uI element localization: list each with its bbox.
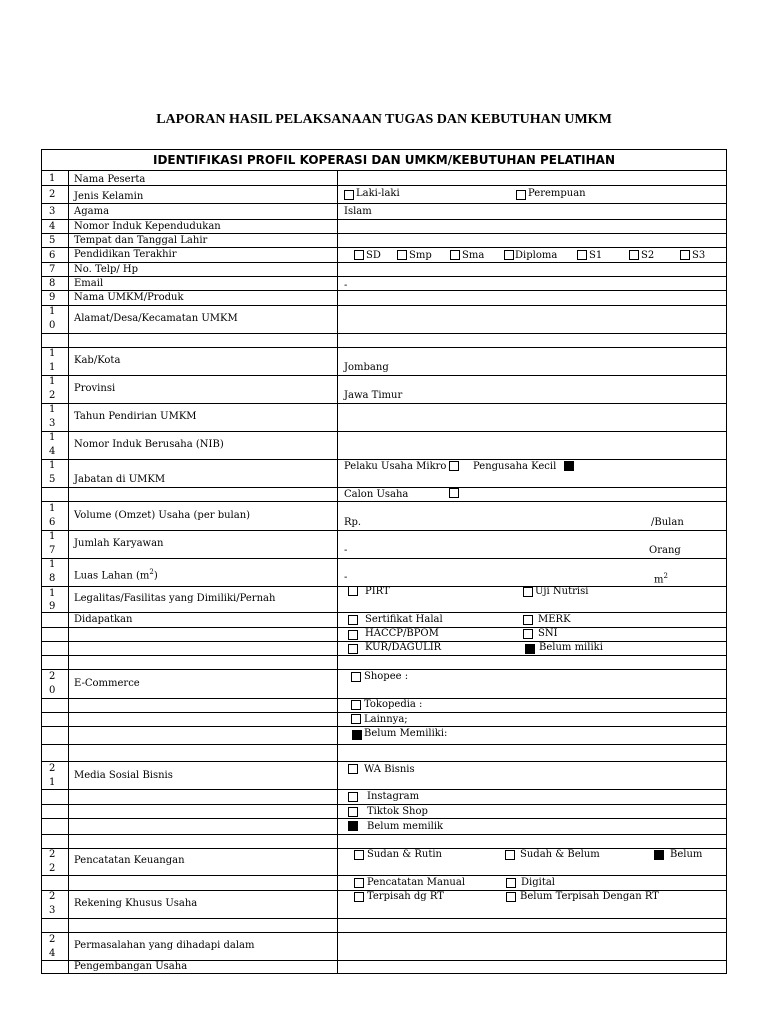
row-line bbox=[42, 487, 726, 488]
option-label: Perempuan bbox=[528, 188, 586, 199]
row-number: 2 bbox=[49, 863, 56, 874]
document-title: LAPORAN HASIL PELAKSANAAN TUGAS DAN KEBUTUHAN UMKM bbox=[156, 112, 612, 127]
row-line bbox=[42, 276, 726, 277]
option-label: PIRT bbox=[365, 586, 390, 597]
row-number: 2 bbox=[49, 891, 56, 902]
row-line bbox=[42, 669, 726, 670]
field-label-nik: Nomor Induk Kependudukan bbox=[74, 221, 221, 232]
checkbox-haccp-bpom[interactable] bbox=[348, 630, 358, 640]
checkbox-s2[interactable] bbox=[629, 250, 639, 260]
option-label: S1 bbox=[589, 250, 603, 261]
option-label: Sudan & Rutin bbox=[367, 849, 442, 860]
field-label-permasalahan: Permasalahan yang dihadapi dalam bbox=[74, 940, 255, 951]
field-label-provinsi: Provinsi bbox=[74, 383, 116, 394]
row-line bbox=[42, 834, 726, 835]
checkbox-tokopedia[interactable] bbox=[351, 700, 361, 710]
row-number: 2 bbox=[49, 849, 56, 860]
row-line bbox=[42, 804, 726, 805]
option-label: Instagram bbox=[367, 791, 420, 802]
field-label-permasalahan-cont: Pengembangan Usaha bbox=[74, 961, 188, 972]
row-line bbox=[42, 918, 726, 919]
checkbox-terpisah-dg-rt[interactable] bbox=[354, 892, 364, 902]
field-label-nama-peserta: Nama Peserta bbox=[74, 174, 146, 185]
row-line bbox=[42, 403, 726, 404]
checkbox-merk[interactable] bbox=[523, 615, 533, 625]
field-label-legalitas-cont: Didapatkan bbox=[74, 614, 133, 625]
row-line bbox=[42, 558, 726, 559]
profile-form-table bbox=[41, 149, 727, 974]
field-suffix-bulan: /Bulan bbox=[651, 517, 684, 528]
field-label-luas-lahan: Luas Lahan $(m^2)$ bbox=[74, 568, 158, 582]
checkbox-sudah-belum[interactable] bbox=[505, 850, 515, 860]
row-number: 1 bbox=[49, 376, 56, 387]
field-suffix-m2: $m^2$ bbox=[654, 572, 668, 586]
field-prefix-rp: Rp. bbox=[344, 517, 362, 528]
row-number: 9 bbox=[49, 292, 56, 303]
checkbox-sd[interactable] bbox=[354, 250, 364, 260]
field-label-ecommerce: E-Commerce bbox=[74, 678, 140, 689]
checkbox-kur-dagulir[interactable] bbox=[348, 644, 358, 654]
row-number: 1 bbox=[49, 432, 56, 443]
row-line bbox=[42, 712, 726, 713]
row-line bbox=[42, 789, 726, 790]
row-number: 2 bbox=[49, 390, 56, 401]
field-label-media-sosial: Media Sosial Bisnis bbox=[74, 770, 173, 781]
row-number: 6 bbox=[49, 517, 56, 528]
field-label-omzet: Volume (Omzet) Usaha (per bulan) bbox=[74, 510, 251, 521]
option-label: Terpisah dg RT bbox=[367, 891, 444, 902]
checkbox-digital[interactable] bbox=[506, 878, 516, 888]
checkbox-lainnya[interactable] bbox=[351, 714, 361, 724]
option-label: Diploma bbox=[515, 250, 558, 261]
row-number: 3 bbox=[49, 206, 56, 217]
row-number: 8 bbox=[49, 573, 56, 584]
option-label: SNI bbox=[538, 628, 558, 639]
checkbox-smp[interactable] bbox=[397, 250, 407, 260]
checkbox-belum-memilik[interactable] bbox=[348, 821, 358, 831]
row-number: 1 bbox=[49, 460, 56, 471]
option-label: Sma bbox=[462, 250, 485, 261]
row-line bbox=[42, 233, 726, 234]
checkbox-s1[interactable] bbox=[577, 250, 587, 260]
option-label: Sudah & Belum bbox=[520, 849, 600, 860]
row-number: 0 bbox=[49, 320, 56, 331]
field-label-tahun-pendirian: Tahun Pendirian UMKM bbox=[74, 411, 197, 422]
checkbox-sertifikat-halal[interactable] bbox=[348, 615, 358, 625]
row-line bbox=[42, 247, 726, 248]
option-label: HACCP/BPOM bbox=[365, 628, 439, 639]
checkbox-sni[interactable] bbox=[523, 629, 533, 639]
field-label-jabatan: Jabatan di UMKM bbox=[74, 474, 166, 485]
row-number: 1 bbox=[49, 362, 56, 373]
row-line bbox=[42, 375, 726, 376]
checkbox-sma[interactable] bbox=[450, 250, 460, 260]
checkbox-belum-miliki[interactable] bbox=[525, 644, 535, 654]
row-number: 2 bbox=[49, 934, 56, 945]
row-line bbox=[42, 875, 726, 876]
row-number: 7 bbox=[49, 264, 56, 275]
option-label: Uji Nutrisi bbox=[535, 586, 589, 597]
row-line bbox=[42, 431, 726, 432]
field-label-ttl: Tempat dan Tanggal Lahir bbox=[74, 235, 208, 246]
row-number: 5 bbox=[49, 474, 56, 485]
checkbox-pencatatan-manual[interactable] bbox=[354, 878, 364, 888]
row-line bbox=[42, 612, 726, 613]
checkbox-instagram[interactable] bbox=[348, 792, 358, 802]
option-label: Smp bbox=[409, 250, 432, 261]
row-number: 1 bbox=[49, 588, 56, 599]
checkbox-wa-bisnis[interactable] bbox=[348, 764, 358, 774]
row-number: 9 bbox=[49, 601, 56, 612]
row-number: 5 bbox=[49, 235, 56, 246]
row-line bbox=[42, 290, 726, 291]
option-label: Calon Usaha bbox=[344, 489, 409, 500]
row-line bbox=[42, 305, 726, 306]
option-label: Lainnya; bbox=[364, 714, 408, 725]
checkbox-pirt[interactable] bbox=[348, 586, 358, 596]
row-number: 1 bbox=[49, 404, 56, 415]
field-value-karyawan: - bbox=[344, 545, 348, 556]
checkbox-tiktok-shop[interactable] bbox=[348, 807, 358, 817]
field-label-karyawan: Jumlah Karyawan bbox=[74, 538, 164, 549]
field-value-kab-kota: Jombang bbox=[344, 362, 389, 373]
checkbox-sudan-rutin[interactable] bbox=[354, 850, 364, 860]
row-line bbox=[42, 262, 726, 263]
row-line bbox=[42, 726, 726, 727]
row-number: 6 bbox=[49, 250, 56, 261]
row-number: 0 bbox=[49, 685, 56, 696]
option-label: Laki-laki bbox=[356, 188, 400, 199]
field-value-agama: Islam bbox=[344, 206, 372, 217]
checkbox-pelaku-usaha-mikro[interactable] bbox=[449, 461, 459, 471]
option-label: Belum Terpisah Dengan RT bbox=[520, 891, 659, 902]
field-label-pendidikan: Pendidikan Terakhir bbox=[74, 249, 177, 260]
option-label: MERK bbox=[538, 614, 571, 625]
row-number: 1 bbox=[49, 348, 56, 359]
row-line bbox=[42, 203, 726, 204]
row-number: 1 bbox=[49, 306, 56, 317]
field-label-alamat: Alamat/Desa/Kecamatan UMKM bbox=[74, 313, 238, 324]
row-line bbox=[42, 744, 726, 745]
row-line bbox=[42, 818, 726, 819]
option-label: Tokopedia : bbox=[364, 699, 423, 710]
field-label-jenis-kelamin: Jenis Kelamin bbox=[74, 191, 144, 202]
field-suffix-orang: Orang bbox=[649, 545, 681, 556]
row-number: 3 bbox=[49, 418, 56, 429]
row-number: 1 bbox=[49, 559, 56, 570]
field-label-pencatatan-keuangan: Pencatatan Keuangan bbox=[74, 855, 185, 866]
row-number: 1 bbox=[49, 777, 56, 788]
checkbox-belum-memiliki[interactable] bbox=[352, 730, 362, 740]
checkbox-belum-terpisah[interactable] bbox=[506, 892, 516, 902]
option-label: Belum Memiliki: bbox=[364, 728, 448, 739]
field-label-legalitas: Legalitas/Fasilitas yang Dimiliki/Pernah bbox=[74, 593, 276, 604]
checkbox-laki-laki[interactable] bbox=[344, 190, 354, 200]
field-label-kab-kota: Kab/Kota bbox=[74, 355, 121, 366]
row-line bbox=[42, 333, 726, 334]
row-number: 4 bbox=[49, 221, 56, 232]
option-label: S2 bbox=[641, 250, 655, 261]
checkbox-belum[interactable] bbox=[654, 850, 664, 860]
field-label-rekening: Rekening Khusus Usaha bbox=[74, 898, 198, 909]
checkbox-s3[interactable] bbox=[680, 250, 690, 260]
row-number: 2 bbox=[49, 763, 56, 774]
option-label: Belum miliki bbox=[539, 642, 603, 653]
field-label-telp: No. Telp/ Hp bbox=[74, 264, 139, 275]
field-value-luas-lahan: - bbox=[344, 572, 348, 583]
option-label: Shopee : bbox=[364, 671, 409, 682]
field-value-provinsi: Jawa Timur bbox=[344, 390, 403, 401]
row-number: 4 bbox=[49, 446, 56, 457]
row-number: 4 bbox=[49, 948, 56, 959]
row-number: 8 bbox=[49, 278, 56, 289]
row-line bbox=[42, 219, 726, 220]
checkbox-shopee[interactable] bbox=[351, 672, 361, 682]
option-label: SD bbox=[366, 250, 381, 261]
row-number: 1 bbox=[49, 531, 56, 542]
form-header: IDENTIFIKASI PROFIL KOPERASI DAN UMKM/KEBUTUHAN PELATIHAN bbox=[42, 150, 726, 171]
option-label: Belum bbox=[670, 849, 703, 860]
option-label: S3 bbox=[692, 250, 706, 261]
checkbox-pengusaha-kecil[interactable] bbox=[564, 461, 574, 471]
row-line bbox=[42, 459, 726, 460]
option-label: Pengusaha Kecil bbox=[473, 461, 557, 472]
checkbox-diploma[interactable] bbox=[504, 250, 514, 260]
checkbox-perempuan[interactable] bbox=[516, 190, 526, 200]
checkbox-calon-usaha[interactable] bbox=[449, 488, 459, 498]
row-number: 2 bbox=[49, 671, 56, 682]
option-label: KUR/DAGULIR bbox=[365, 642, 442, 653]
row-line bbox=[42, 530, 726, 531]
row-line bbox=[42, 347, 726, 348]
option-label: WA Bisnis bbox=[364, 764, 415, 775]
row-number: 1 bbox=[49, 173, 56, 184]
row-number: 3 bbox=[49, 905, 56, 916]
option-label: Belum memilik bbox=[367, 821, 444, 832]
row-line bbox=[42, 655, 726, 656]
field-label-nama-umkm: Nama UMKM/Produk bbox=[74, 292, 184, 303]
option-label: Sertifikat Halal bbox=[365, 614, 443, 625]
row-number: 2 bbox=[49, 189, 56, 200]
field-label-nib: Nomor Induk Berusaha (NIB) bbox=[74, 439, 224, 450]
field-label-agama: Agama bbox=[74, 206, 110, 217]
row-number: 7 bbox=[49, 545, 56, 556]
option-label: Pencatatan Manual bbox=[367, 877, 466, 888]
row-line bbox=[42, 761, 726, 762]
checkbox-uji-nutrisi[interactable] bbox=[523, 587, 533, 597]
option-label: Tiktok Shop bbox=[367, 806, 428, 817]
row-line bbox=[42, 932, 726, 933]
field-label-email: Email bbox=[74, 278, 104, 289]
field-value-email: - bbox=[344, 280, 348, 291]
option-label: Pelaku Usaha Mikro bbox=[344, 461, 447, 472]
row-line bbox=[42, 501, 726, 502]
row-number: 1 bbox=[49, 503, 56, 514]
option-label: Digital bbox=[521, 877, 555, 888]
